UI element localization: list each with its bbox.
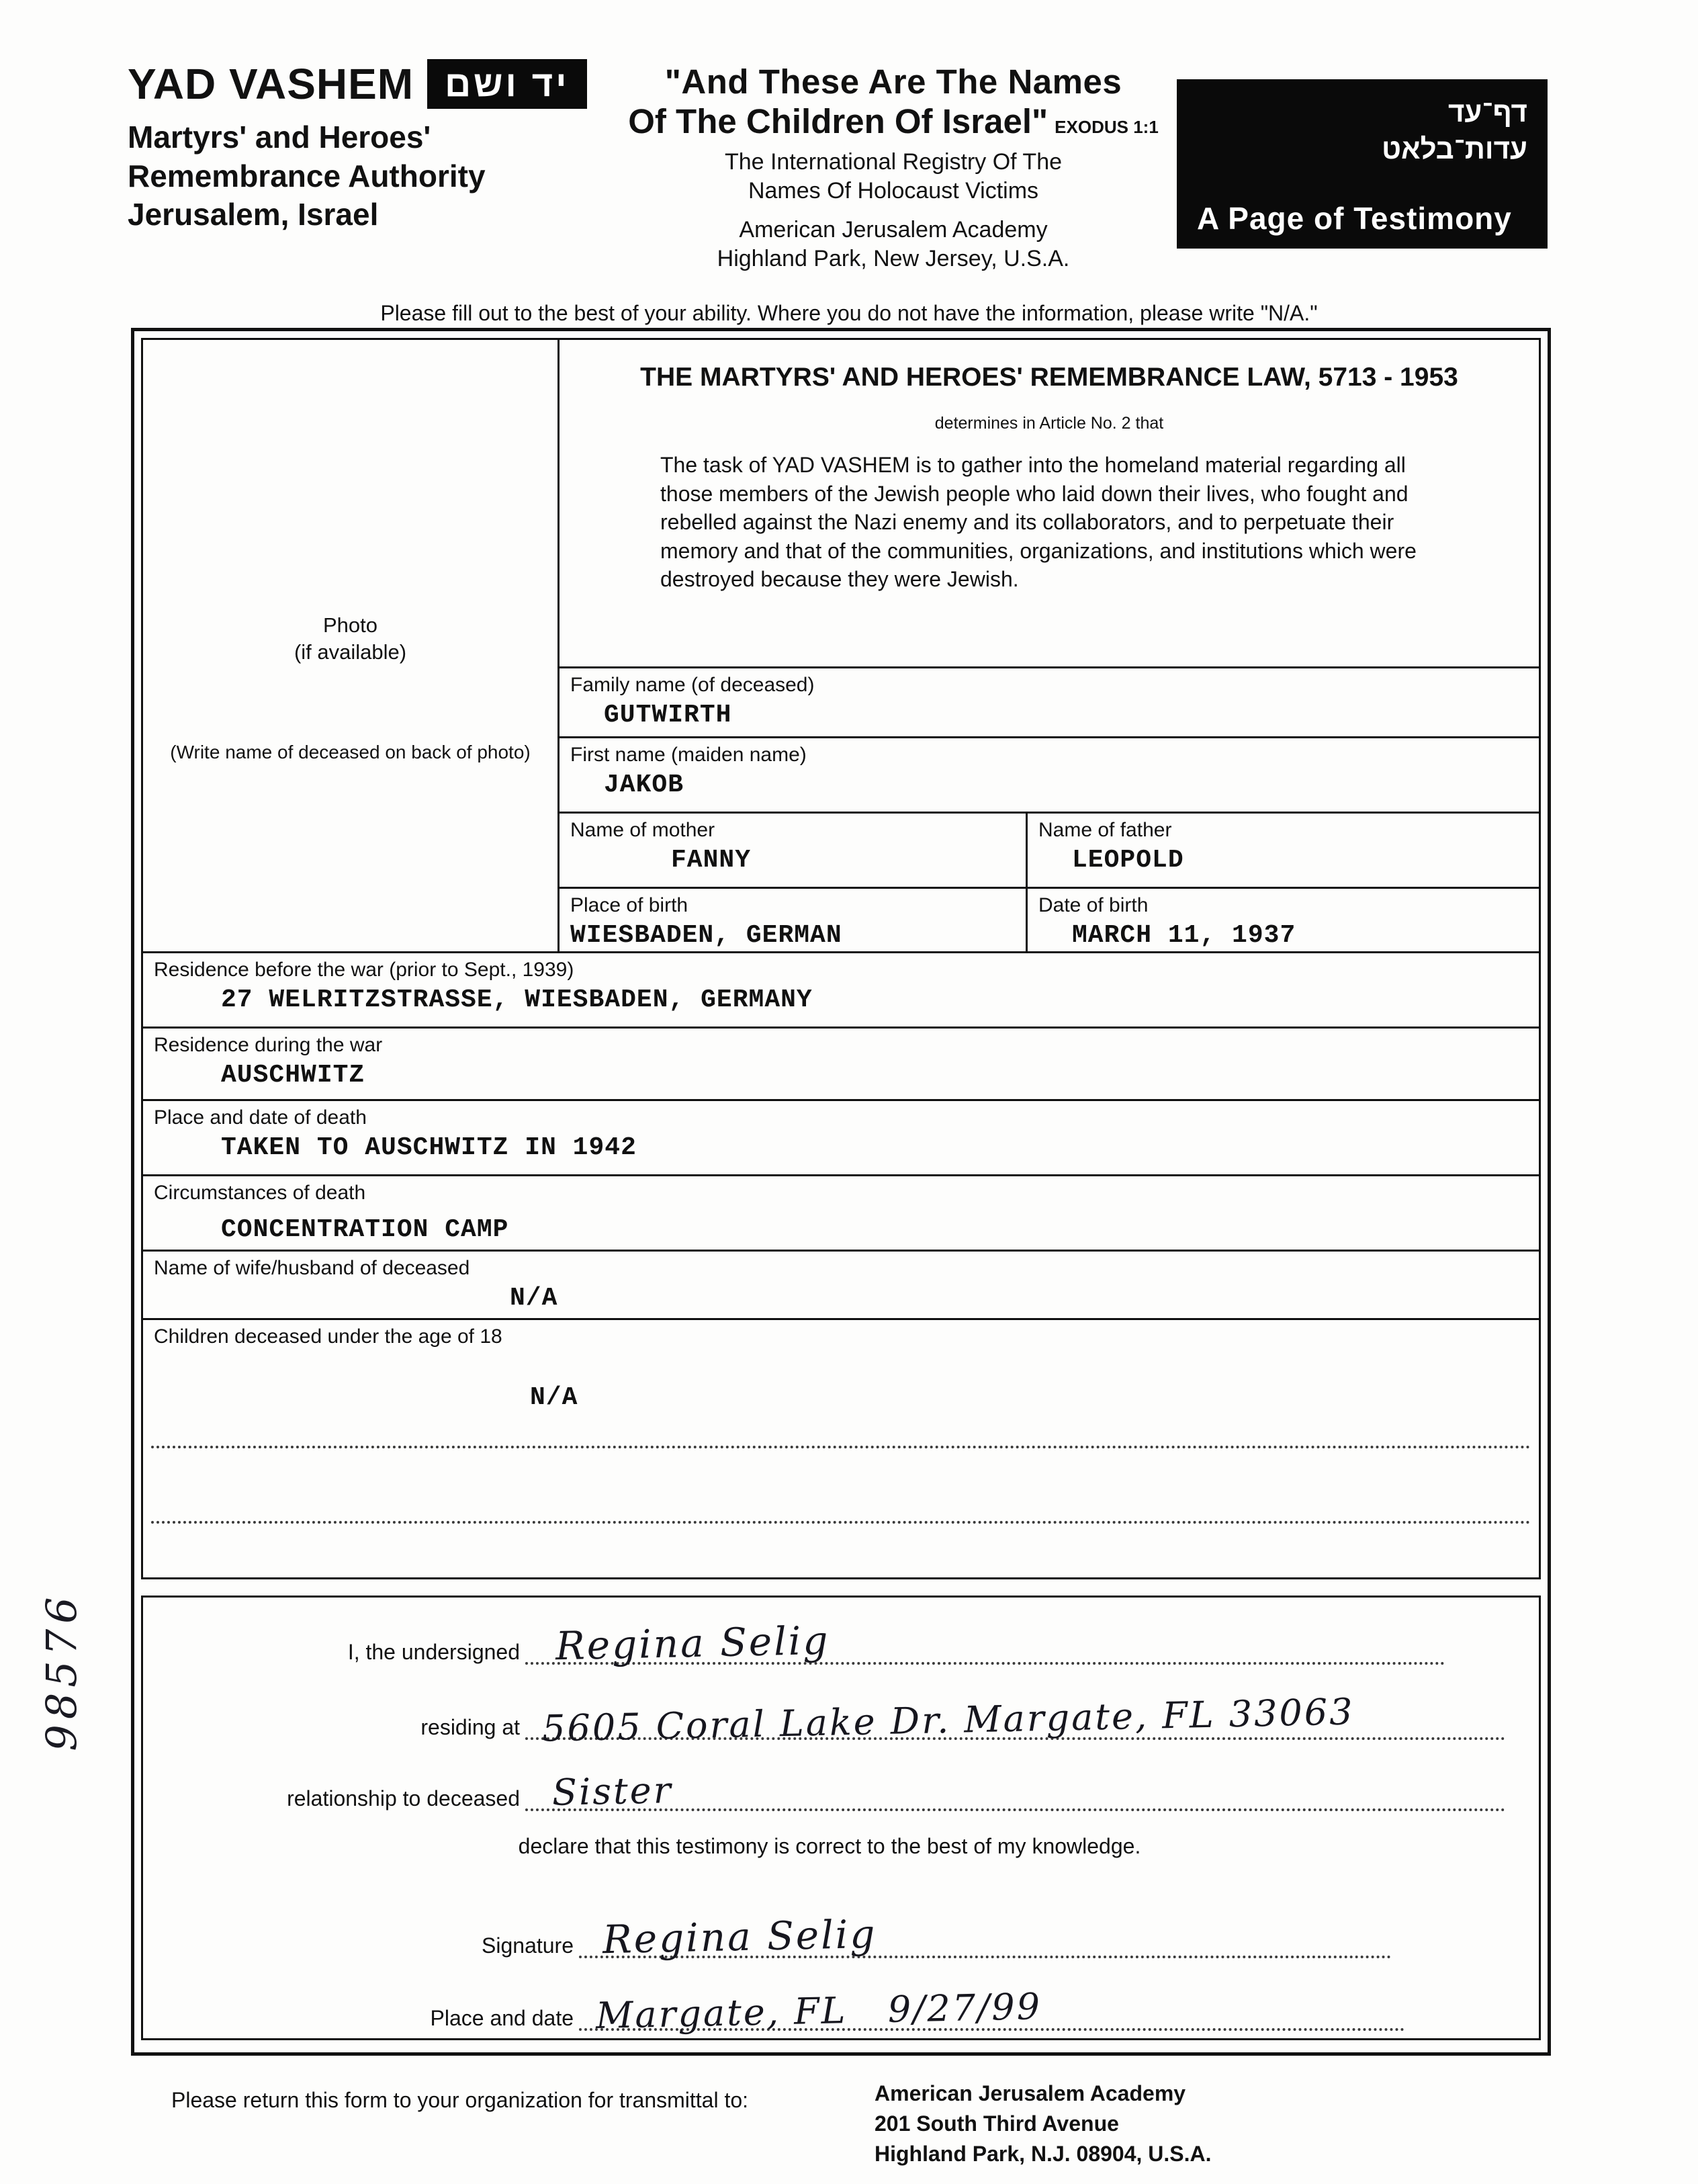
law-body: The task of YAD VASHEM is to gather into the homeland material regarding all those members of the Jewish people who laid down their lives, who fought and rebelled against the Nazi enemy and its collaborators, and to perpetuate their memory and that of the communities, organizations, and institutions which were destroyed because they were Jewish.: [660, 453, 1417, 592]
field-family-name: [560, 666, 1539, 736]
org-subtitle-line3: Jerusalem, Israel: [128, 197, 379, 232]
page-of-testimony-badge: [1177, 79, 1548, 249]
quote-line1: "And These Are The Names: [664, 62, 1122, 101]
undersigned-line: [525, 1617, 1445, 1669]
field-birth-row: [560, 887, 1539, 951]
deceased-details-section: [141, 338, 1541, 1579]
declaration-statement: declare that this testimony is correct to the best of my knowledge.: [518, 1834, 1141, 1858]
fill-out-instructions: Please fill out to the best of your ability. Where you do not have the information, please write "N/A.": [380, 301, 1318, 325]
quote-source: EXODUS 1:1: [1055, 117, 1159, 137]
field-residence-before: [143, 951, 1539, 1027]
remembrance-law-block: [560, 340, 1539, 666]
blank-space: [143, 1448, 1539, 1521]
father-value: LEOPOLD: [1072, 846, 1184, 875]
return-address: [875, 2079, 1212, 2169]
registry-line1: The International Registry Of The: [724, 149, 1063, 175]
badge-hebrew-line2: עדות־בלאט: [1382, 132, 1527, 165]
death-place-date-label: Place and date of death: [154, 1106, 367, 1129]
return-address-line3: Highland Park, N.J. 08904, U.S.A.: [875, 2141, 1212, 2166]
mother-label: Name of mother: [570, 819, 715, 841]
field-residence-during: [143, 1027, 1539, 1099]
residence-before-label: Residence before the war (prior to Sept., 1939): [154, 959, 574, 981]
org-subtitle: [128, 118, 587, 234]
archival-number-handwriting: 98576: [37, 1591, 86, 1751]
org-block: [128, 59, 587, 234]
field-death-place-date: [143, 1099, 1539, 1174]
org-title-row: [128, 59, 587, 109]
field-first-name: [560, 736, 1539, 812]
signature-handwriting: Regina Selig: [602, 1911, 877, 1963]
law-subtitle: determines in Article No. 2 that: [934, 414, 1164, 433]
return-address-line2: 201 South Third Avenue: [875, 2111, 1119, 2136]
spouse-value: N/A: [510, 1284, 558, 1313]
family-name-label: Family name (of deceased): [570, 674, 815, 696]
death-circumstances-value: CONCENTRATION CAMP: [221, 1215, 509, 1244]
children-value: N/A: [530, 1383, 578, 1412]
spouse-label: Name of wife/husband of deceased: [154, 1257, 470, 1279]
place-date-line: [579, 1985, 1404, 2037]
first-name-label: First name (maiden name): [570, 744, 807, 766]
quote-line2: [608, 101, 1179, 141]
residing-handwriting: 5605 Coral Lake Dr. Margate, FL 33063: [541, 1690, 1355, 1750]
photo-note: (Write name of deceased on back of photo): [170, 741, 531, 762]
birth-date-label: Date of birth: [1038, 894, 1149, 916]
photo-cell: [143, 340, 560, 951]
quote-line2-text: Of The Children Of Israel": [628, 102, 1048, 140]
relationship-row: [154, 1769, 1505, 1814]
return-instructions: Please return this form to your organization for transmittal to:: [171, 2088, 749, 2112]
relationship-line: [525, 1769, 1505, 1814]
family-name-value: GUTWIRTH: [604, 701, 732, 730]
registry-line2: Names Of Holocaust Victims: [748, 177, 1039, 204]
signature-row: [154, 1911, 1505, 1963]
law-title: THE MARTYRS' AND HEROES' REMEMBRANCE LAW, 5713 - 1953: [640, 363, 1458, 392]
declaration-section: [141, 1596, 1541, 2040]
signature-label: Signature: [482, 1933, 574, 1958]
field-birth-date: [1026, 889, 1539, 951]
law-and-names-column: [560, 340, 1539, 951]
yad-vashem-hebrew-logo: יד ושם: [427, 59, 586, 109]
place-date-label: Place and date: [430, 2006, 574, 2030]
blank-space-bottom: [143, 1524, 1539, 1577]
academy-line2: Highland Park, New Jersey, U.S.A.: [717, 245, 1070, 271]
field-mother: [560, 814, 1026, 887]
field-birth-place: [560, 889, 1026, 951]
field-father: [1026, 814, 1539, 887]
undersigned-label: I, the undersigned: [347, 1640, 520, 1664]
registry-block: [608, 148, 1179, 205]
residence-during-label: Residence during the war: [154, 1034, 383, 1056]
father-label: Name of father: [1038, 819, 1172, 841]
mother-value: FANNY: [671, 846, 752, 875]
academy-line1: American Jerusalem Academy: [739, 217, 1048, 243]
death-place-date-value: TAKEN TO AUSCHWITZ IN 1942: [221, 1133, 637, 1162]
residing-line: [525, 1690, 1505, 1750]
field-parents-row: [560, 812, 1539, 887]
place-date-handwriting: Margate, FL 9/27/99: [595, 1985, 1042, 2037]
org-name: YAD VASHEM: [128, 60, 414, 108]
place-date-row: [154, 1985, 1505, 2037]
badge-hebrew-line1: דף־עד: [1447, 96, 1527, 128]
birth-place-label: Place of birth: [570, 894, 688, 916]
signature-line: [579, 1911, 1391, 1963]
relationship-label: relationship to deceased: [287, 1786, 520, 1810]
death-circumstances-label: Circumstances of death: [154, 1182, 366, 1204]
photo-label: [143, 612, 557, 666]
residing-row: [154, 1690, 1505, 1750]
birth-place-value: WIESBADEN, GERMAN: [570, 921, 842, 950]
field-death-circumstances: [143, 1174, 1539, 1250]
org-subtitle-line1: Martyrs' and Heroes': [128, 120, 431, 155]
relationship-handwriting: Sister: [551, 1769, 674, 1814]
testimony-form: [131, 328, 1551, 2056]
return-address-line1: American Jerusalem Academy: [875, 2081, 1186, 2105]
academy-block: [608, 216, 1179, 273]
header-center-block: [608, 62, 1179, 273]
first-name-value: JAKOB: [604, 771, 684, 799]
children-label: Children deceased under the age of 18: [154, 1325, 502, 1348]
badge-hebrew-text: [1197, 94, 1527, 167]
badge-title: A Page of Testimony: [1197, 201, 1512, 236]
undersigned-handwriting: Regina Selig: [555, 1617, 830, 1669]
residence-during-value: AUSCHWITZ: [221, 1061, 365, 1090]
top-grid: [143, 340, 1539, 951]
residence-before-value: 27 WELRITZSTRASSE, WIESBADEN, GERMANY: [221, 986, 813, 1014]
photo-label-line2: (if available): [294, 640, 407, 664]
field-spouse: [143, 1250, 1539, 1318]
org-subtitle-line2: Remembrance Authority: [128, 158, 486, 193]
photo-label-line1: Photo: [322, 613, 377, 637]
undersigned-row: [154, 1617, 1505, 1669]
birth-date-value: MARCH 11, 1937: [1072, 921, 1296, 950]
field-children: [143, 1318, 1539, 1446]
residing-label: residing at: [420, 1715, 520, 1739]
